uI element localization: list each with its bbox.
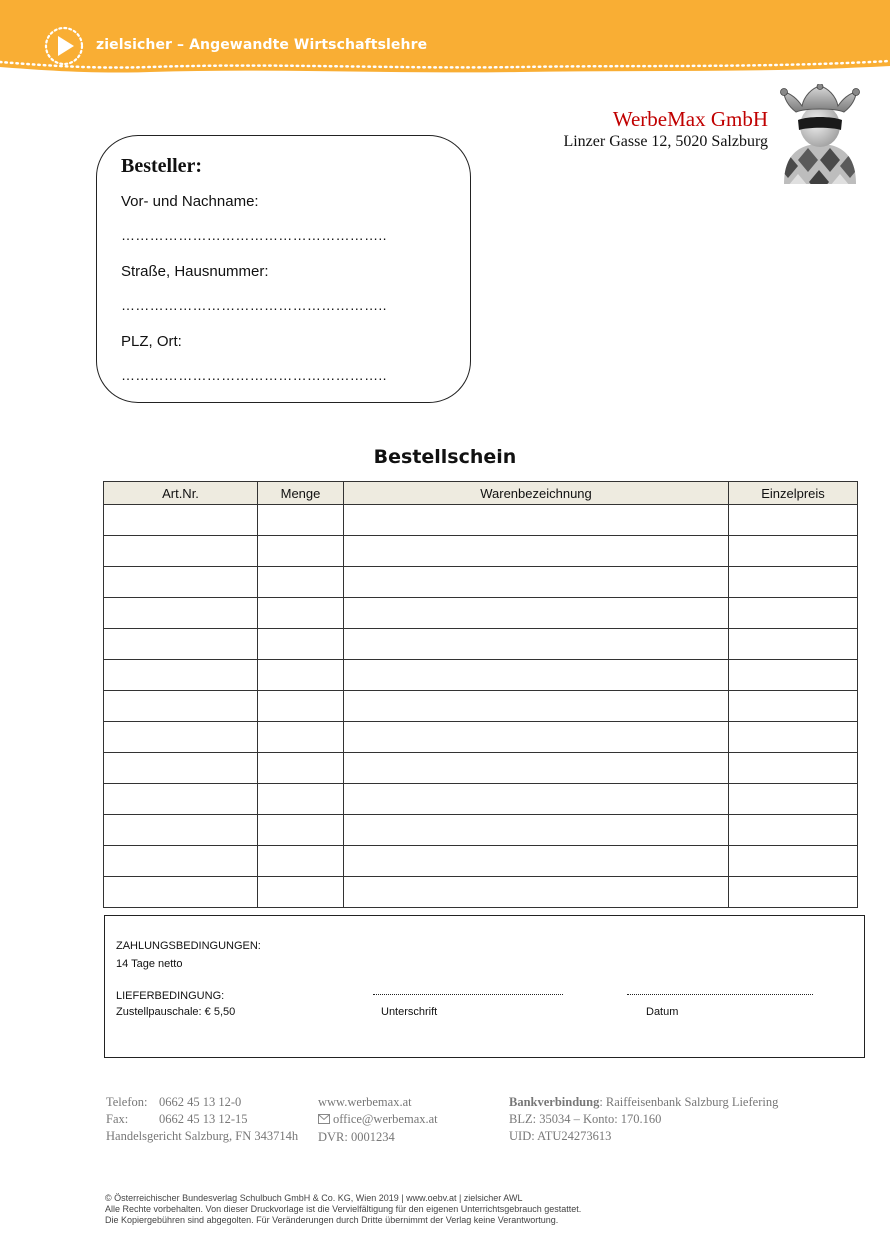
table-row bbox=[104, 846, 858, 877]
column-header-menge: Menge bbox=[258, 482, 344, 505]
form-title: Bestellschein bbox=[373, 446, 517, 468]
register-text: Handelsgericht Salzburg, FN 343714h bbox=[106, 1129, 299, 1143]
table-row bbox=[104, 877, 858, 908]
warenbezeichnung-cell[interactable] bbox=[344, 505, 729, 536]
menge-cell[interactable] bbox=[258, 877, 344, 908]
einzelpreis-cell[interactable] bbox=[729, 877, 858, 908]
column-header-warenbezeichnung: Warenbezeichnung bbox=[344, 482, 729, 505]
street-label: Straße, Hausnummer: bbox=[121, 263, 269, 280]
blz-text: BLZ: 35034 – Konto: 170.160 bbox=[509, 1112, 662, 1126]
einzelpreis-cell[interactable] bbox=[729, 846, 858, 877]
date-label: Datum bbox=[646, 1006, 679, 1018]
signature-label: Unterschrift bbox=[381, 1006, 438, 1018]
table-row bbox=[104, 660, 858, 691]
art-nr-cell[interactable] bbox=[104, 784, 258, 815]
signature-line[interactable] bbox=[373, 994, 563, 995]
art-nr-cell[interactable] bbox=[104, 598, 258, 629]
phone-value: 0662 45 13 12-0 bbox=[159, 1095, 242, 1109]
warenbezeichnung-cell[interactable] bbox=[344, 691, 729, 722]
copyright-line-1: © Österreichischer Bundesverlag Schulbuch GmbH & Co. KG, Wien 2019 | www.oebv.at | zielsicher AWL bbox=[105, 1193, 523, 1203]
menge-cell[interactable] bbox=[258, 722, 344, 753]
menge-cell[interactable] bbox=[258, 505, 344, 536]
warenbezeichnung-cell[interactable] bbox=[344, 815, 729, 846]
table-row bbox=[104, 722, 858, 753]
art-nr-cell[interactable] bbox=[104, 815, 258, 846]
delivery-heading: LIEFERBEDINGUNG: bbox=[116, 990, 225, 1002]
warenbezeichnung-cell[interactable] bbox=[344, 722, 729, 753]
menge-cell[interactable] bbox=[258, 660, 344, 691]
art-nr-cell[interactable] bbox=[104, 877, 258, 908]
header-title: zielsicher – Angewandte Wirtschaftslehre bbox=[96, 37, 428, 53]
table-row bbox=[104, 784, 858, 815]
warenbezeichnung-cell[interactable] bbox=[344, 784, 729, 815]
einzelpreis-cell[interactable] bbox=[729, 691, 858, 722]
warenbezeichnung-cell[interactable] bbox=[344, 877, 729, 908]
footer-bank bbox=[509, 1094, 778, 1145]
einzelpreis-cell[interactable] bbox=[729, 598, 858, 629]
menge-cell[interactable] bbox=[258, 784, 344, 815]
uid-text: UID: ATU24273613 bbox=[509, 1129, 612, 1143]
warenbezeichnung-cell[interactable] bbox=[344, 536, 729, 567]
email-link[interactable]: office@werbemax.at bbox=[333, 1112, 438, 1126]
einzelpreis-cell[interactable] bbox=[729, 784, 858, 815]
date-line[interactable] bbox=[627, 994, 813, 995]
header-banner bbox=[0, 0, 890, 82]
company-name: WerbeMax GmbH bbox=[612, 107, 768, 131]
menge-cell[interactable] bbox=[258, 691, 344, 722]
einzelpreis-cell[interactable] bbox=[729, 660, 858, 691]
payment-value: 14 Tage netto bbox=[116, 958, 183, 970]
table-row bbox=[104, 505, 858, 536]
bank-label: Bankverbindung bbox=[509, 1095, 600, 1109]
footer-contact bbox=[106, 1094, 298, 1145]
conditions-box bbox=[104, 915, 865, 1058]
order-table bbox=[103, 481, 858, 908]
name-field[interactable]: ……………………………………………….. bbox=[121, 227, 387, 243]
warenbezeichnung-cell[interactable] bbox=[344, 598, 729, 629]
menge-cell[interactable] bbox=[258, 598, 344, 629]
website-link[interactable]: www.werbemax.at bbox=[318, 1095, 412, 1109]
fax-label: Fax: bbox=[106, 1112, 129, 1126]
table-row bbox=[104, 536, 858, 567]
menge-cell[interactable] bbox=[258, 536, 344, 567]
phone-label: Telefon: bbox=[106, 1095, 148, 1109]
table-row bbox=[104, 598, 858, 629]
jester-logo-icon bbox=[778, 84, 862, 188]
copyright-line-3: Die Kopiergebühren sind abgegolten. Für Veränderungen durch Dritte übernimmt der Verlag keine Verantwortung. bbox=[105, 1215, 559, 1225]
einzelpreis-cell[interactable] bbox=[729, 567, 858, 598]
name-label: Vor- und Nachname: bbox=[121, 193, 259, 210]
besteller-title: Besteller: bbox=[121, 155, 203, 177]
menge-cell[interactable] bbox=[258, 567, 344, 598]
table-row bbox=[104, 691, 858, 722]
warenbezeichnung-cell[interactable] bbox=[344, 567, 729, 598]
column-header-art-nr: Art.Nr. bbox=[104, 482, 258, 505]
einzelpreis-cell[interactable] bbox=[729, 505, 858, 536]
art-nr-cell[interactable] bbox=[104, 846, 258, 877]
art-nr-cell[interactable] bbox=[104, 722, 258, 753]
payment-heading: ZAHLUNGSBEDINGUNGEN: bbox=[116, 940, 261, 952]
menge-cell[interactable] bbox=[258, 753, 344, 784]
besteller-box bbox=[96, 135, 471, 403]
envelope-icon bbox=[318, 1112, 330, 1129]
table-header-row bbox=[104, 482, 858, 505]
city-label: PLZ, Ort: bbox=[121, 333, 182, 350]
play-logo-icon bbox=[44, 26, 84, 66]
copyright-line-2: Alle Rechte vorbehalten. Von dieser Druckvorlage ist die Vervielfältigung für den eigenen Unterrichtsgebrauch gestattet. bbox=[105, 1204, 582, 1214]
dvr-text: DVR: 0001234 bbox=[318, 1130, 395, 1144]
einzelpreis-cell[interactable] bbox=[729, 536, 858, 567]
warenbezeichnung-cell[interactable] bbox=[344, 846, 729, 877]
street-field[interactable]: ……………………………………………….. bbox=[121, 297, 387, 313]
einzelpreis-cell[interactable] bbox=[729, 629, 858, 660]
bank-value: : Raiffeisenbank Salzburg Liefering bbox=[599, 1095, 779, 1109]
einzelpreis-cell[interactable] bbox=[729, 722, 858, 753]
einzelpreis-cell[interactable] bbox=[729, 753, 858, 784]
delivery-value: Zustellpauschale: € 5,50 bbox=[116, 1006, 236, 1018]
order-table-body bbox=[104, 505, 858, 908]
fax-value: 0662 45 13 12-15 bbox=[159, 1112, 248, 1126]
city-field[interactable]: ……………………………………………….. bbox=[121, 367, 387, 383]
art-nr-cell[interactable] bbox=[104, 691, 258, 722]
table-row bbox=[104, 815, 858, 846]
warenbezeichnung-cell[interactable] bbox=[344, 629, 729, 660]
einzelpreis-cell[interactable] bbox=[729, 815, 858, 846]
table-row bbox=[104, 753, 858, 784]
menge-cell[interactable] bbox=[258, 815, 344, 846]
footer-web bbox=[318, 1094, 438, 1146]
table-row bbox=[104, 567, 858, 598]
menge-cell[interactable] bbox=[258, 846, 344, 877]
company-address: Linzer Gasse 12, 5020 Salzburg bbox=[563, 133, 768, 150]
art-nr-cell[interactable] bbox=[104, 536, 258, 567]
art-nr-cell[interactable] bbox=[104, 660, 258, 691]
menge-cell[interactable] bbox=[258, 629, 344, 660]
column-header-einzelpreis: Einzelpreis bbox=[729, 482, 858, 505]
table-row bbox=[104, 629, 858, 660]
art-nr-cell[interactable] bbox=[104, 567, 258, 598]
art-nr-cell[interactable] bbox=[104, 629, 258, 660]
art-nr-cell[interactable] bbox=[104, 505, 258, 536]
copyright-notice bbox=[105, 1193, 581, 1226]
art-nr-cell[interactable] bbox=[104, 753, 258, 784]
warenbezeichnung-cell[interactable] bbox=[344, 660, 729, 691]
warenbezeichnung-cell[interactable] bbox=[344, 753, 729, 784]
